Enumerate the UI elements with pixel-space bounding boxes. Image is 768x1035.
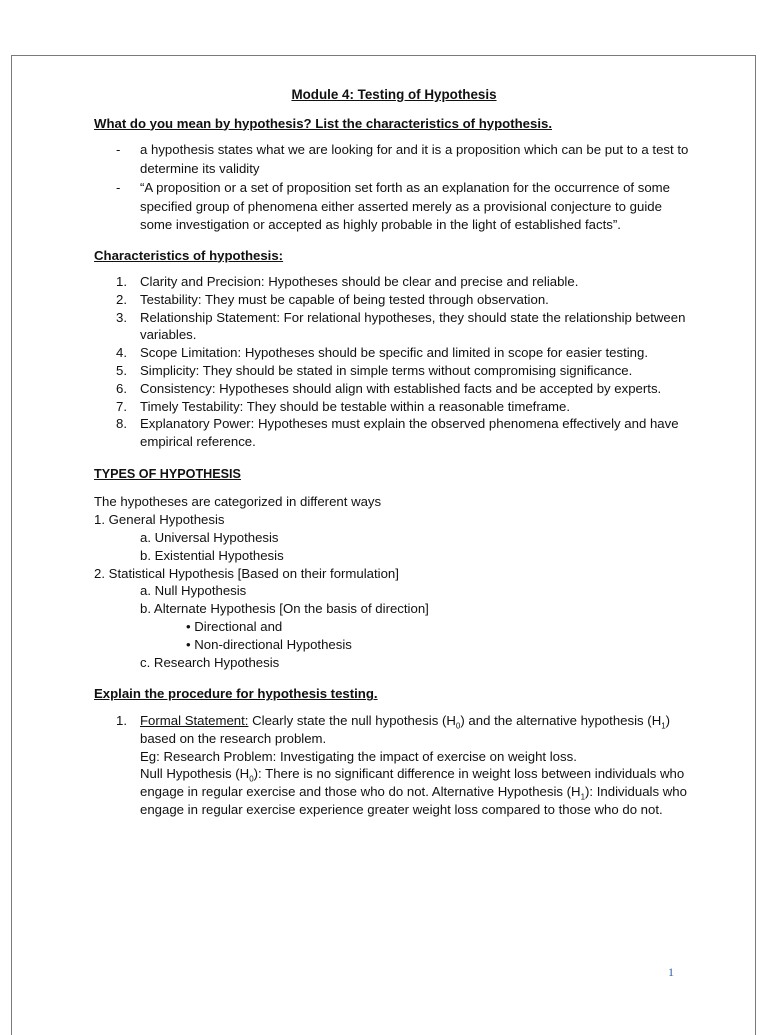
list-item (94, 362, 694, 380)
procedure-list (94, 712, 694, 819)
list-number: 1. (116, 274, 127, 289)
list-item (94, 309, 694, 345)
list-item-text: Relationship Statement: For relational hypotheses, they should state the relationship between variables. (140, 309, 686, 343)
type-statistical: 2. Statistical Hypothesis [Based on their formulation] (94, 565, 399, 581)
list-item (94, 380, 694, 398)
type-universal: a. Universal Hypothesis (140, 530, 279, 546)
list-item-text: Testability: They must be capable of being tested through observation. (140, 291, 549, 307)
alternative-hypothesis-text: ): Individuals who engage in regular exercise experience greater weight loss compared to those who do not. (140, 784, 687, 817)
list-number: 5. (116, 362, 127, 378)
subscript: 1 (580, 792, 586, 802)
list-item (94, 398, 694, 416)
list-number: 2. (116, 291, 127, 307)
definition-list (94, 141, 694, 235)
list-item (94, 344, 694, 362)
list-item (94, 415, 694, 451)
types-intro: The hypotheses are categorized in different ways (94, 494, 382, 510)
question-heading-hypothesis: What do you mean by hypothesis? List the characteristics of hypothesis. (94, 115, 552, 131)
spacer (94, 483, 694, 493)
list-number: 3. (116, 309, 127, 325)
subscript: 0 (455, 721, 461, 731)
subscript: 0 (249, 774, 254, 784)
module-title: Module 4: Testing of Hypothesis (291, 87, 497, 102)
list-item-text: a hypothesis states what we are looking for and it is a proposition which can be put to a test to determine its validity (140, 142, 689, 176)
type-null: a. Null Hypothesis (140, 583, 247, 599)
list-item (94, 179, 694, 235)
list-item-text: Consistency: Hypotheses should align with established facts and be accepted by experts. (140, 380, 662, 396)
procedure-text: ) and the alternative hypothesis (H (460, 712, 662, 728)
formal-statement-label: Formal Statement: (140, 712, 249, 728)
characteristics-list (94, 273, 694, 451)
dash-marker: - (116, 180, 121, 195)
null-hypothesis-text: Null Hypothesis (H (140, 766, 250, 782)
null-hypothesis-text: ): There is no significant difference in weight loss between individuals who engage in regular exercise and those who do not. Alternative Hypothesis (H (140, 766, 685, 800)
type-alternate: b. Alternate Hypothesis [On the basis of direction] (140, 601, 429, 617)
list-item-text: Explanatory Power: Hypotheses must explain the observed phenomena effectively and have empirical reference. (140, 416, 679, 450)
type-existential: b. Existential Hypothesis (140, 547, 284, 563)
type-research: c. Research Hypothesis (140, 654, 280, 670)
list-item-text: Scope Limitation: Hypotheses should be specific and limited in scope for easier testing. (140, 345, 648, 361)
spacer (94, 236, 694, 247)
list-item (94, 273, 694, 291)
subscript: 1 (661, 721, 666, 731)
page-number: 1 (668, 965, 674, 979)
list-number: 7. (116, 398, 127, 414)
page-content (94, 86, 694, 819)
spacer (94, 451, 694, 465)
list-number: 1. (116, 712, 127, 728)
spacer (94, 671, 694, 685)
dash-marker: - (116, 142, 121, 157)
list-item (94, 141, 694, 178)
characteristics-heading: Characteristics of hypothesis: (94, 247, 284, 263)
list-number: 8. (116, 416, 127, 432)
procedure-text: ) based on the research problem. (140, 712, 671, 746)
procedure-heading: Explain the procedure for hypothesis testing. (94, 686, 378, 702)
procedure-text: Clearly state the null hypothesis (H (248, 712, 456, 728)
type-non-directional: • Non-directional Hypothesis (186, 636, 352, 652)
list-item (94, 712, 694, 819)
type-directional: • Directional and (186, 619, 283, 635)
list-number: 4. (116, 345, 127, 361)
example-text: Eg: Research Problem: Investigating the impact of exercise on weight loss. (140, 748, 577, 764)
list-item-text: Timely Testability: They should be testable within a reasonable timeframe. (140, 398, 571, 414)
types-heading: TYPES OF HYPOTHESIS (94, 466, 241, 481)
list-item-text: “A proposition or a set of proposition set forth as an explanation for the occurrence of some specified group of phenomena either asserted merely as a provisional conjecture to guide some investigation or accepted as highly probable in the light of established facts”. (140, 180, 670, 232)
list-item-text: Simplicity: They should be stated in simple terms without compromising significance. (140, 362, 633, 378)
list-number: 6. (116, 380, 127, 396)
document-page (11, 55, 756, 1035)
list-item (94, 291, 694, 309)
type-general: 1. General Hypothesis (94, 512, 225, 528)
list-item-text: Clarity and Precision: Hypotheses should be clear and precise and reliable. (140, 274, 579, 289)
